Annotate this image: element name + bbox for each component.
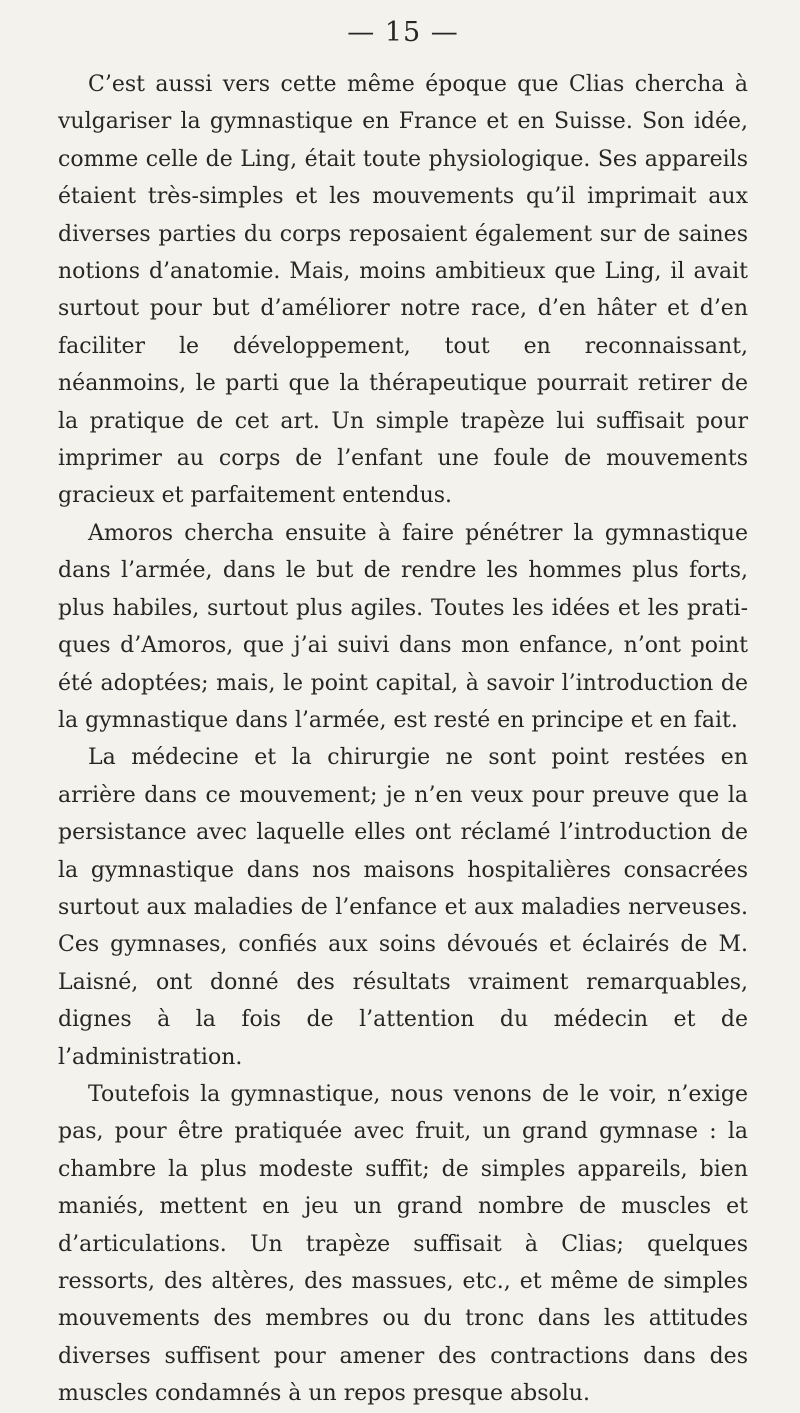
paragraph-amoros: Amoros chercha ensuite à faire pénétrer la gymnastique dans l’armée, dans le but de rendre les hommes plus forts, plus habiles, surtout plus agiles. Toutes les idées et les pratiques d’Amoros, que j’ai suivi dans mon enfance, n’ont point été adoptées; mais, le point capital, à savoir l’introduction de la gymnastique dans l’armée, est resté en principe et en fait.: [58, 520, 748, 733]
paragraph-clias: C’est aussi vers cette même époque que Clias chercha à vulgariser la gymnastique en France et en Suisse. Son idée, comme celle de Ling, était toute physiologique. Ses appareils étaient très-simples et les mouvements qu’il imprimait aux diverses parties du corps reposaient également sur de saines notions d’anatomie. Mais, moins ambitieux que Ling, il avait surtout pour but d’améliorer notre race, d’en hâter et d’en faciliter le développement, tout en reconnaissant, néanmoins, le parti que la thérapeutique pourrait retirer de la pratique de cet art. Un simple trapèze lui suffisait pour imprimer au corps de l’enfant une foule de mouvements gracieux et parfaitement entendus.: [58, 72, 748, 509]
paragraph-toutefois: Toutefois la gymnastique, nous venons de le voir, n’exige pas, pour être pratiquée avec fruit, un grand gymnase : la chambre la plus modeste suffit; de simples appareils, bien maniés, mettent en jeu un grand nombre de muscles et d’articulations. Un trapèze suffisait à Clias; quelques ressorts, des altères, des massues, etc., et même de simples mouvements des membres ou du tronc dans les attitudes diverses suffisent pour amener des contractions dans des muscles condamnés à un repos presque absolu.: [58, 1081, 748, 1407]
paragraph-medecine: La médecine et la chirurgie ne sont point restées en arrière dans ce mouvement; je n’en veux pour preuve que la persistance avec laquelle elles ont réclamé l’introduction de la gymnastique dans nos maisons hospitalières consacrées surtout aux maladies de l’enfance et aux maladies nerveuses. Ces gymnases, confiés aux soins dévoués et éclairés de M. Laisné, ont donné des résultats vraiment remarquables, dignes à la fois de l’attention du médecin et de l’administration.: [58, 745, 748, 1070]
page-number: — 15 —: [347, 17, 459, 48]
body-text: [58, 66, 748, 1413]
